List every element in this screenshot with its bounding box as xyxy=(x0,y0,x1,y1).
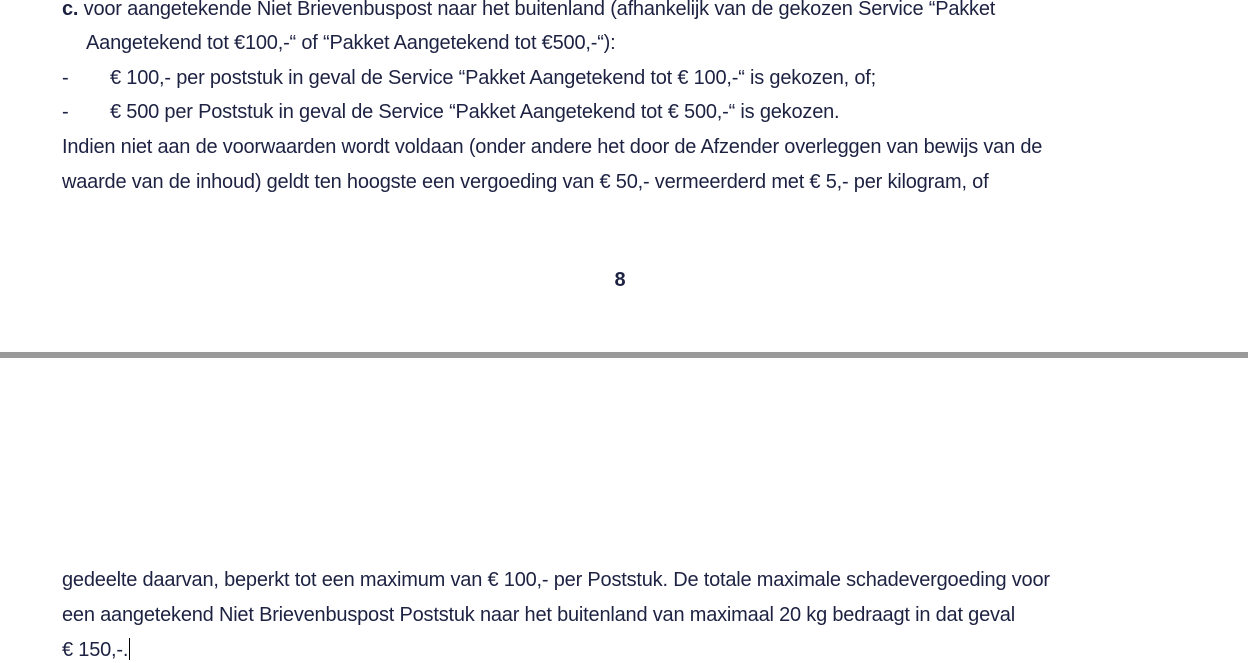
bullet-text-2: € 500 per Poststuk in geval de Service “Pakket Aangetekend tot € 500,-“ is gekozen. xyxy=(110,101,840,123)
continued-paragraph-line-3 xyxy=(62,638,130,662)
page-break-divider xyxy=(0,352,1248,358)
continued-paragraph-line-1: gedeelte daarvan, beperkt tot een maximum van € 100,- per Poststuk. De totale maximale schadevergoeding voor xyxy=(62,569,1050,591)
item-c-line-1 xyxy=(62,0,995,21)
item-c-marker: c. xyxy=(62,0,79,20)
continued-paragraph-line-3-text: € 150,-. xyxy=(62,639,129,661)
bullet-dash-2: - xyxy=(62,101,69,123)
text-cursor xyxy=(129,638,130,660)
bullet-text-1: € 100,- per poststuk in geval de Service “Pakket Aangetekend tot € 100,-“ is gekozen, of; xyxy=(110,67,876,89)
continued-paragraph-line-2: een aangetekend Niet Brievenbuspost Poststuk naar het buitenland van maximaal 20 kg bedraagt in dat geval xyxy=(62,604,1015,626)
item-c-text-line-1: voor aangetekende Niet Brievenbuspost naar het buitenland (afhankelijk van de gekozen Service “Pakket xyxy=(83,0,996,20)
bullet-dash-1: - xyxy=(62,67,69,89)
paragraph-line-2: waarde van de inhoud) geldt ten hoogste een vergoeding van € 50,- vermeerderd met € 5,- per kilogram, of xyxy=(62,171,989,193)
item-c-text-line-2: Aangetekend tot €100,-“ of “Pakket Aangetekend tot €500,-“): xyxy=(86,32,616,54)
page-number: 8 xyxy=(614,269,626,291)
paragraph-line-1: Indien niet aan de voorwaarden wordt voldaan (onder andere het door de Afzender overleggen van bewijs van de xyxy=(62,136,1043,158)
